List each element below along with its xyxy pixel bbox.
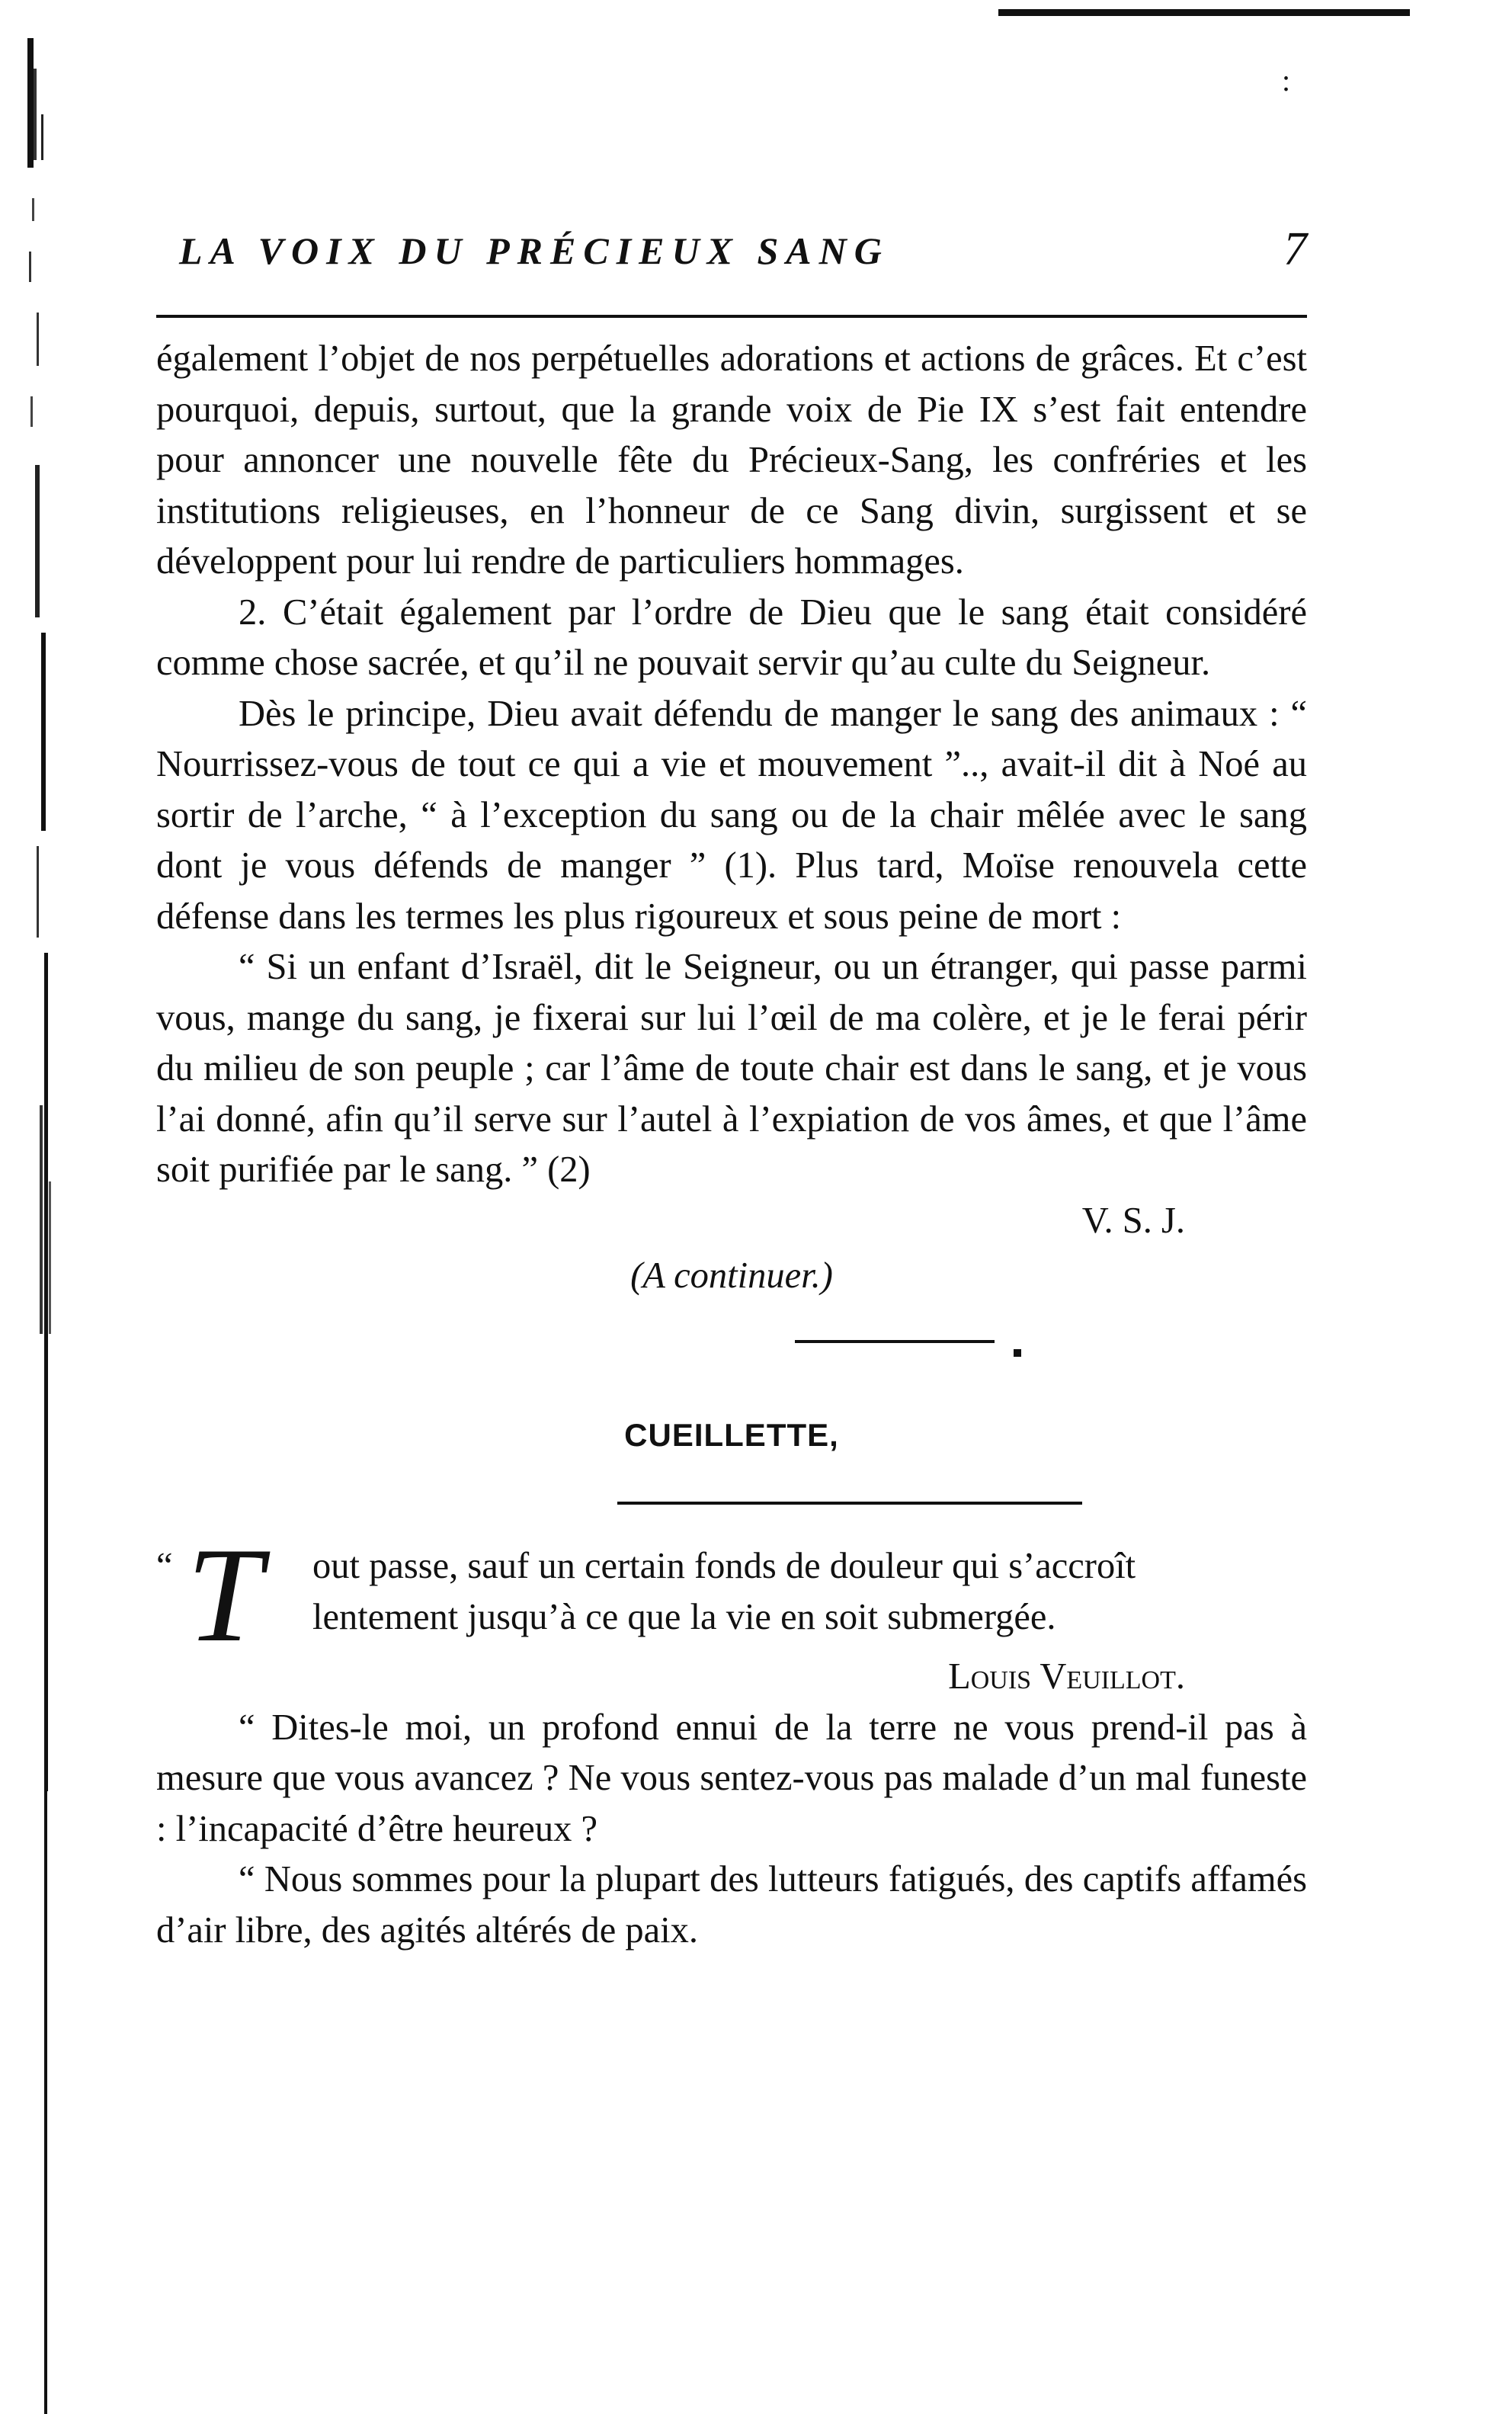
top-mark: : xyxy=(1282,63,1291,98)
section-divider xyxy=(795,1340,995,1343)
paragraph: 2. C’était également par l’ordre de Dieu que le sang était considéré comme chose sacrée, et qu’il ne pouvait servir qu’au culte du Seigneur. xyxy=(156,591,1307,683)
quote-line: lentement jusqu’à ce que la vie en soit submergée. xyxy=(312,1596,1056,1637)
running-header xyxy=(179,221,1307,290)
paragraph: également l’objet de nos perpétuelles adorations et actions de grâces. Et c’est pourquoi, depuis, surtout, que la grande voix de Pie IX s’est fait entendre pour annoncer une nouvelle fête du Précieux-Sang, les confréries et les institutions religieuses, en l’honneur de ce Sang divin, surgissent et se développent pour lui rendre de particuliers hommages. xyxy=(156,338,1307,582)
paragraph: Dès le principe, Dieu avait défendu de manger le sang des animaux : “ Nourrissez-vous de tout ce qui a vie et mouvement ”.., avait-il dit à Noé au sortir de l’arche, “ à l’exception du sang ou de la chair mêlée avec le sang dont je vous défends de manger ” (1). Plus tard, Moïse renouvela cette défense dans les termes les plus rigoureux et sous peine de mort : xyxy=(156,693,1307,937)
paragraph: “ Nous sommes pour la plupart des lutteurs fatigués, des captifs affamés d’air libre, des agités altérés de paix. xyxy=(156,1859,1307,1951)
paragraph: “ Dites-le moi, un profond ennui de la terre ne vous prend-il pas à mesure que vous avancez ? Ne vous sentez-vous pas malade d’un mal funeste : l’incapacité d’être heureux ? xyxy=(156,1707,1307,1849)
attribution: Louis Veuillot. xyxy=(948,1656,1185,1697)
top-rule xyxy=(998,9,1410,16)
page-body xyxy=(156,334,1307,1956)
binding-edge xyxy=(14,38,105,2414)
to-be-continued: (A continuer.) xyxy=(630,1255,833,1296)
page-number: 7 xyxy=(1283,223,1307,275)
quote-line: out passe, sauf un certain fonds de douleur qui s’accroît xyxy=(312,1546,1136,1586)
heading-rule xyxy=(617,1502,1082,1505)
quote-paragraph xyxy=(156,1519,1307,1670)
section-heading: CUEILLETTE, xyxy=(624,1416,839,1453)
header-rule xyxy=(156,315,1307,318)
signature: V. S. J. xyxy=(1081,1200,1185,1241)
opening-quote: “ xyxy=(156,1546,173,1586)
drop-cap: T xyxy=(187,1519,262,1670)
paragraph: “ Si un enfant d’Israël, dit le Seigneur, ou un étranger, qui passe parmi vous, mange du sang, je fixerai sur lui l’œil de ma colère, et je le ferai périr du milieu de son peuple ; car l’âme de toute chair est dans le sang, et je vous l’ai donné, afin qu’il serve sur l’autel à l’expiation de vos âmes, et que l’âme soit purifiée par le sang. ” (2) xyxy=(156,947,1307,1190)
divider-dot xyxy=(1014,1349,1021,1357)
running-head: LA VOIX DU PRÉCIEUX SANG xyxy=(179,229,889,272)
